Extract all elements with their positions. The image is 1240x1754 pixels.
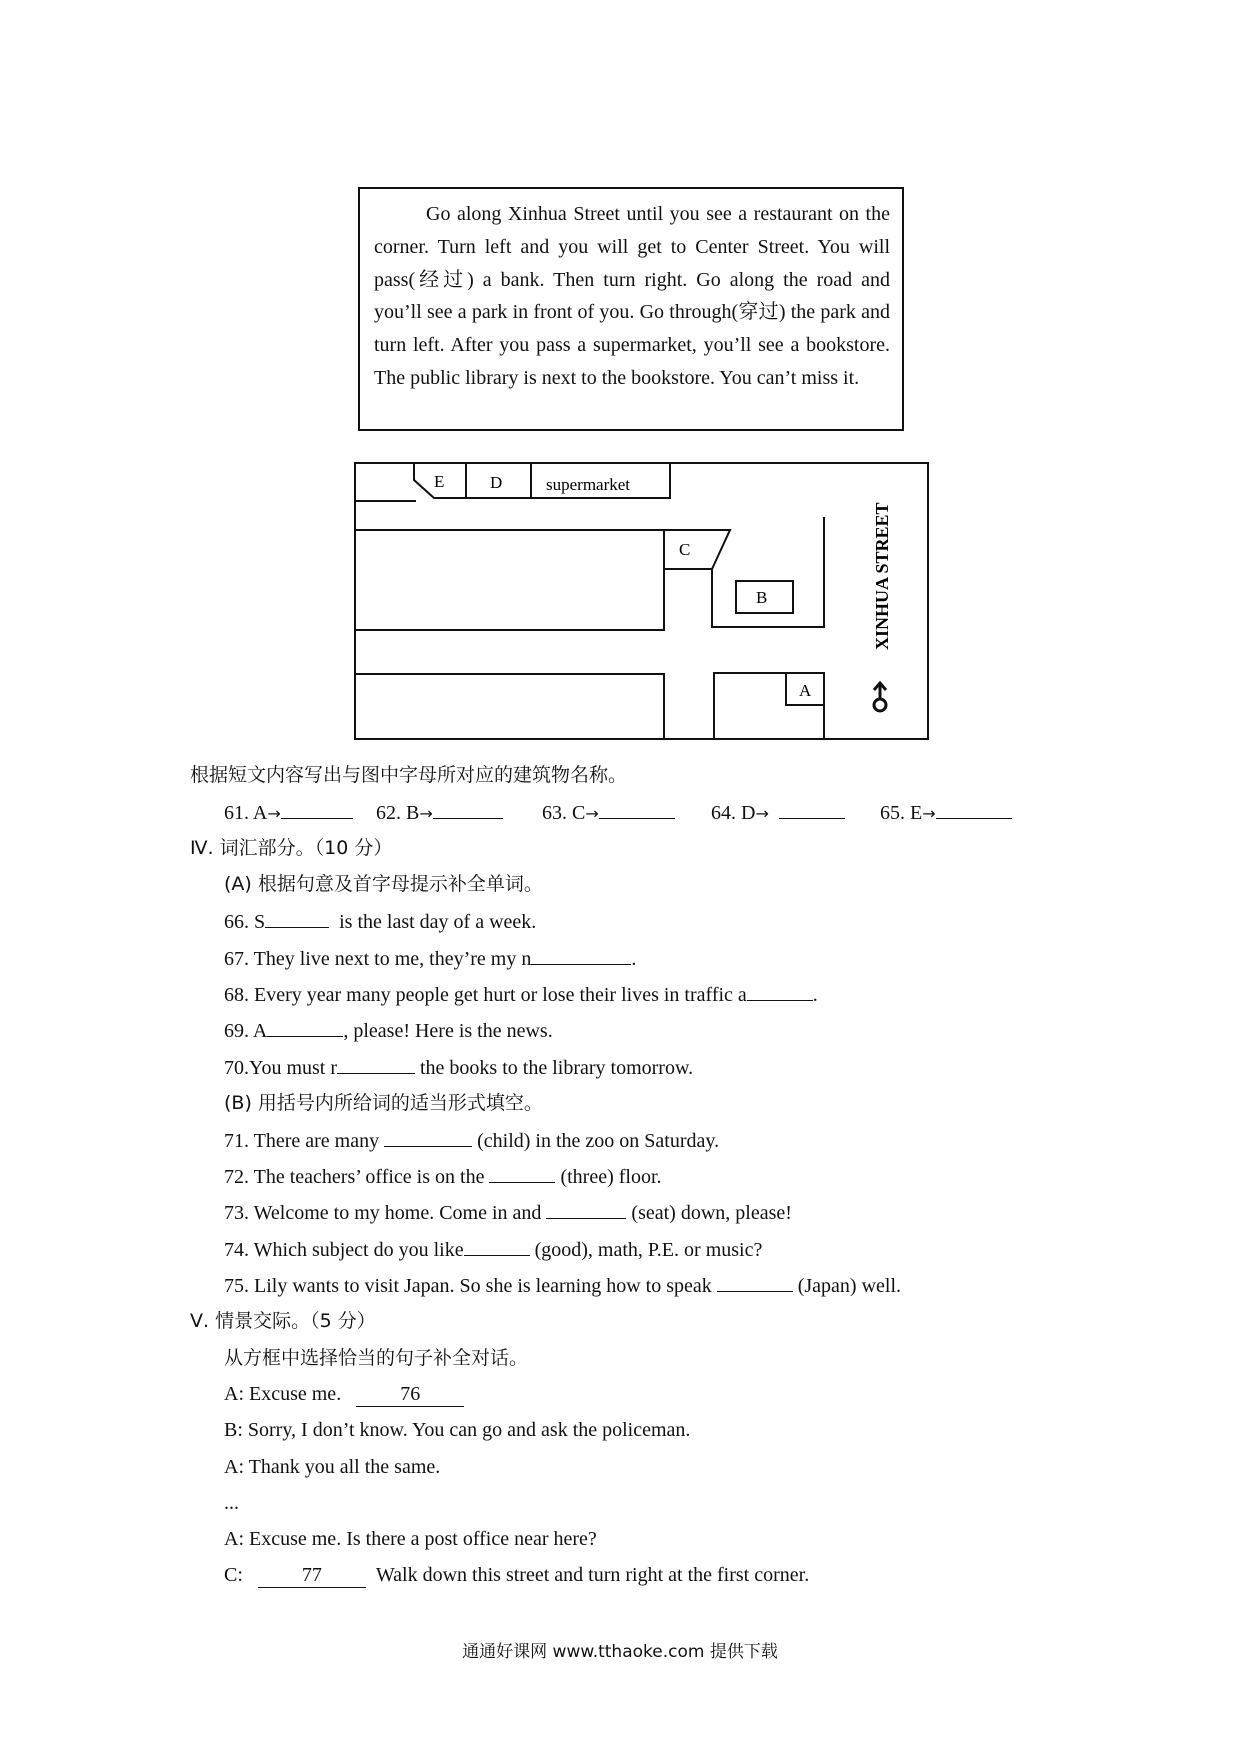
question-71: 71. There are many (child) in the zoo on Saturday.: [224, 1130, 720, 1152]
answer-blank-74[interactable]: [464, 1237, 530, 1256]
label-d: D: [490, 473, 503, 492]
question-66: 66. S is the last day of a week.: [224, 911, 537, 933]
answer-blank-72[interactable]: [489, 1164, 555, 1183]
map-question-62: 62. B→: [376, 800, 503, 826]
dialog-ellipsis: ...: [224, 1492, 239, 1514]
supermarket-label: supermarket: [546, 475, 631, 494]
question-72: 72. The teachers’ office is on the (three) floor.: [224, 1166, 662, 1188]
answer-blank-65[interactable]: [936, 800, 1012, 819]
answer-blank-77[interactable]: 77: [258, 1563, 366, 1588]
answer-blank-76[interactable]: 76: [356, 1382, 464, 1407]
question-70: 70.You must r the books to the library tomorrow.: [224, 1057, 694, 1079]
answer-blank-69[interactable]: [267, 1018, 343, 1037]
label-b: B: [756, 588, 768, 607]
answer-blank-61[interactable]: [281, 800, 353, 819]
section4-part-a-title: (A) 根据句意及首字母提示补全单词。: [224, 873, 543, 895]
building-c-outline: [664, 530, 730, 569]
dialog-line-2: B: Sorry, I don’t know. You can go and ask the policeman.: [224, 1419, 691, 1441]
dialog-line-4: A: Excuse me. Is there a post office near here?: [224, 1528, 597, 1550]
dialog-line-3: A: Thank you all the same.: [224, 1456, 441, 1478]
page-footer: 通通好课网 www.tthaoke.com 提供下载: [462, 1642, 778, 1662]
map-question-63: 63. C→: [542, 800, 675, 826]
answer-blank-75[interactable]: [717, 1273, 793, 1292]
dialog-line-1: A: Excuse me. 76: [224, 1382, 464, 1407]
block-left-lower: [356, 674, 664, 738]
section5-instruction: 从方框中选择恰当的句子补全对话。: [224, 1347, 529, 1369]
question-67: 67. They live next to me, they’re my n .: [224, 948, 637, 970]
question-74: 74. Which subject do you like (good), math, P.E. or music?: [224, 1239, 763, 1261]
label-a: A: [799, 681, 812, 700]
answer-blank-64[interactable]: [779, 800, 845, 819]
answer-blank-63[interactable]: [599, 800, 675, 819]
street-map: [354, 462, 929, 740]
map-question-65: 65. E→: [880, 800, 1012, 826]
answer-blank-71[interactable]: [384, 1128, 472, 1147]
map-border: [355, 463, 928, 739]
question-73: 73. Welcome to my home. Come in and (seat) down, please!: [224, 1202, 792, 1224]
dialog-line-5: C: 77 Walk down this street and turn right at the first corner.: [224, 1564, 810, 1586]
xinhua-street-label: XINHUA STREET: [872, 502, 892, 650]
map-question-64: 64. D→: [711, 800, 845, 826]
question-68: 68. Every year many people get hurt or lose their lives in traffic a .: [224, 984, 818, 1006]
answer-blank-73[interactable]: [546, 1200, 626, 1219]
section4-part-b-title: (B) 用括号内所给词的适当形式填空。: [224, 1092, 543, 1114]
question-69: 69. A , please! Here is the news.: [224, 1020, 553, 1042]
answer-blank-66[interactable]: [265, 909, 329, 928]
answer-blank-62[interactable]: [433, 800, 503, 819]
answer-blank-70[interactable]: [337, 1055, 415, 1074]
answer-blank-67[interactable]: [531, 946, 631, 965]
label-e: E: [434, 472, 445, 491]
map-question-61: 61. A→: [224, 800, 353, 826]
block-left-middle: [356, 530, 664, 630]
question-75: 75. Lily wants to visit Japan. So she is learning how to speak (Japan) well.: [224, 1275, 902, 1297]
reading-passage: Go along Xinhua Street until you see a restaurant on the corner. Turn left and you will get to Center Street. You will pass(经过) a bank. Then turn right. Go along the road and you’ll see a park in front of you. Go through(穿过) the park and turn left. After you pass a supermarket, you’ll see a bookstore. The public library is next to the bookstore. You can’t miss it.: [374, 203, 890, 389]
map-instruction: 根据短文内容写出与图中字母所对应的建筑物名称。: [190, 764, 628, 786]
label-c: C: [679, 540, 691, 559]
person-position-icon: [874, 683, 886, 711]
section5-title: Ⅴ. 情景交际。（5 分）: [190, 1310, 376, 1332]
section4-title: Ⅳ. 词汇部分。（10 分）: [190, 837, 393, 859]
answer-blank-68[interactable]: [747, 982, 813, 1001]
